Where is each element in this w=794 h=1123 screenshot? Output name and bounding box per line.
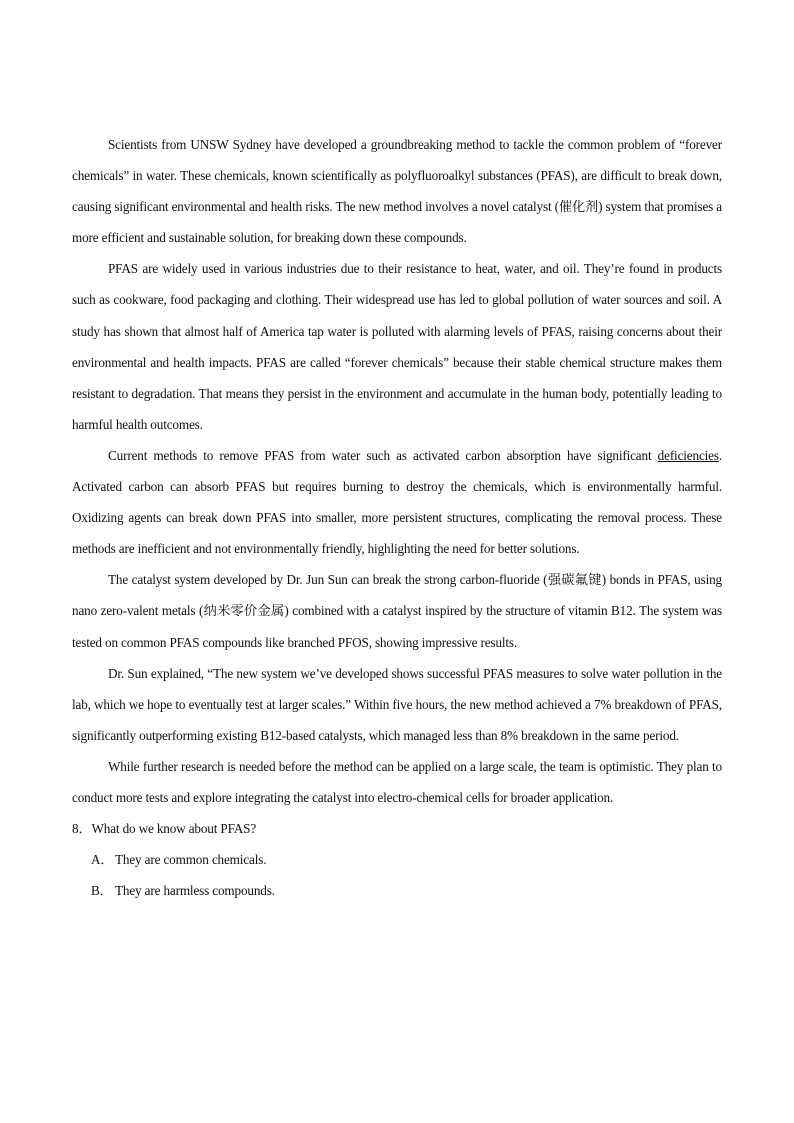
underlined-word: deficiencies <box>657 447 719 463</box>
option-a-text: They are common chemicals. <box>115 852 267 868</box>
option-b-text: They are harmless compounds. <box>115 883 275 899</box>
option-a <box>72 844 722 875</box>
option-a-letter: A． <box>91 852 114 868</box>
paragraph-3-rest: . Activated carbon can absorb PFAS but requires burning to destroy the chemicals, which is environmentally harmful. Oxidizing agents can break down PFAS into smaller, more persistent structures, complicating the removal process. These methods are inefficient and not environmentally friendly, highlighting the need for better solutions. <box>72 447 722 557</box>
question-text: What do we know about PFAS? <box>91 821 257 837</box>
passage-paragraph-1: Scientists from UNSW Sydney have developed a groundbreaking method to tackle the common problem of “forever chemicals” in water. These chemicals, known scientifically as polyfluoroalkyl substances (PFAS), are difficult to break down, causing significant environmental and health risks. The new method involves a novel catalyst (催化剂) system that promises a more efficient and sustainable solution, for breaking down these compounds. <box>72 137 722 246</box>
question-8 <box>72 813 722 844</box>
passage-paragraph-3 <box>72 440 722 564</box>
passage-paragraph-4: The catalyst system developed by Dr. Jun Sun can break the strong carbon-fluoride (强碳氟键) bonds in PFAS, using nano zero-valent metals (纳米零价金属) combined with a catalyst inspired by the structure of vitamin B12. The system was tested on common PFAS compounds like branched PFOS, showing impressive results. <box>72 572 722 650</box>
option-b <box>72 875 722 906</box>
passage-paragraph-2: PFAS are widely used in various industries due to their resistance to heat, water, and oil. They’re found in products such as cookware, food packaging and clothing. Their widespread use has led to global pollution of water sources and soil. A study has shown that almost half of America tap water is polluted with alarming levels of PFAS, raising concerns about their environmental and health impacts. PFAS are called “forever chemicals” because their stable chemical structure makes them resistant to degradation. That means they persist in the environment and accumulate in the human body, potentially leading to harmful health outcomes. <box>72 261 722 432</box>
question-number: 8． <box>72 821 92 837</box>
passage-paragraph-5: Dr. Sun explained, “The new system we’ve developed shows successful PFAS measures to solve water pollution in the lab, which we hope to eventually test at larger scales.” Within five hours, the new method achieved a 7% breakdown of PFAS, significantly outperforming existing B12-based catalysts, which managed less than 8% breakdown in the same period. <box>72 665 722 743</box>
passage-paragraph-6: While further research is needed before the method can be applied on a large scale, the team is optimistic. They plan to conduct more tests and explore integrating the catalyst into electro-chemical cells for broader application. <box>72 758 722 805</box>
option-b-letter: B． <box>91 883 113 899</box>
paragraph-3-lead: Current methods to remove PFAS from water such as activated carbon absorption have significant <box>108 447 658 463</box>
